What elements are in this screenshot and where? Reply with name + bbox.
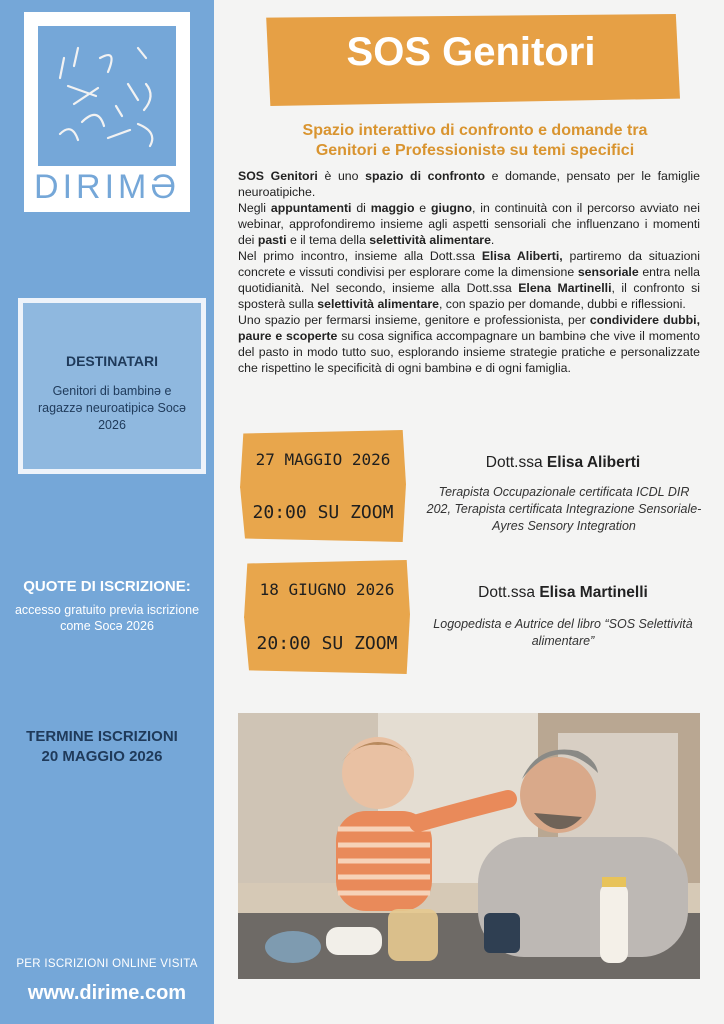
text-run: . bbox=[490, 233, 495, 247]
bold-run: giugno bbox=[430, 201, 472, 215]
text-run: partiremo da situazioni concrete e vissuti condivisi per esplorare come la dimensione bbox=[238, 249, 700, 279]
event-1-speaker-prefix: Dott.ssa bbox=[485, 454, 547, 471]
destinatari-box bbox=[18, 298, 206, 474]
bold-run: selettività alimentare bbox=[369, 233, 491, 247]
page-title: SOS Genitori bbox=[346, 30, 596, 74]
description bbox=[238, 168, 700, 376]
text-run: Nel primo incontro, insieme alla Dott.ssa bbox=[238, 249, 482, 263]
paragraph-3 bbox=[238, 248, 700, 312]
bold-run: sensoriale bbox=[577, 265, 639, 279]
event-1-date: 27 MAGGIO 2026 bbox=[255, 450, 391, 469]
paragraph-4 bbox=[238, 312, 700, 376]
bold-run: maggio bbox=[370, 201, 415, 215]
bold-run: condividere dubbi, paure e scoperte bbox=[238, 313, 700, 343]
text-run: Uno spazio per fermarsi insieme, genitore e professionista, per bbox=[238, 313, 590, 327]
visit-label: PER ISCRIZIONI ONLINE VISITA bbox=[16, 958, 198, 970]
logo bbox=[24, 12, 190, 212]
event-2-description: Logopedista e Autrice del libro “SOS Selettività alimentare” bbox=[433, 617, 693, 648]
quote-text: accesso gratuito previa iscrizione come Socə 2026 bbox=[14, 603, 200, 633]
bold-run: selettività alimentare bbox=[317, 297, 439, 311]
text-run: entra nella quotidianità. Nel secondo, insieme alla Dott.ssa bbox=[238, 265, 700, 295]
bold-run: pasti bbox=[257, 233, 287, 247]
bold-run: Elena Martinelli bbox=[518, 281, 612, 295]
bold-run: appuntamenti bbox=[270, 201, 352, 215]
event-1-speaker bbox=[425, 454, 701, 472]
event-2-speaker-name: Elisa Martinelli bbox=[539, 584, 648, 601]
paragraph-2 bbox=[238, 200, 700, 248]
subtitle bbox=[250, 121, 700, 161]
text-run: , in continuità con il percorso avviato nei webinar, approfondiremo insieme agli aspetti sensoriali che influenzano i momenti dei bbox=[238, 201, 700, 247]
website-link[interactable]: www.dirime.com bbox=[27, 982, 187, 1004]
text-run: su cosa significa accompagnare un bambinə che vive il momento del pasto in modo tutto suo, esplorando insieme strategie pratiche e personalizzate che rispettino le specificità di ogni bambinə e di ogni famiglia. bbox=[238, 329, 700, 375]
bold-run: spazio di confronto bbox=[365, 169, 486, 183]
logo-wordmark: DIRIMƏ bbox=[34, 168, 180, 206]
termine-line-1: TERMINE ISCRIZIONI bbox=[26, 728, 178, 745]
subtitle-line-2: Genitori e Professionistə su temi specifici bbox=[315, 142, 635, 159]
paragraph-1 bbox=[238, 168, 700, 200]
text-run: Negli bbox=[238, 201, 271, 215]
text-run: e domande, pensato per le famiglie neuroatipiche. bbox=[238, 169, 700, 199]
event-1-speaker-name: Elisa Aliberti bbox=[546, 454, 641, 471]
bold-run: SOS Genitori bbox=[238, 169, 318, 183]
text-run: e il tema della bbox=[286, 233, 370, 247]
destinatari-text: Genitori di bambinə e ragazzə neuroatipicə Socə 2026 bbox=[37, 384, 186, 432]
event-2-speaker-prefix: Dott.ssa bbox=[478, 584, 540, 601]
logo-doodle-icon bbox=[38, 26, 176, 166]
quote-title: QUOTE DI ISCRIZIONE: bbox=[23, 578, 191, 595]
text-run: di bbox=[351, 201, 371, 215]
bold-run: Elisa Aliberti, bbox=[481, 249, 563, 263]
text-run: , con spazio per domande, dubbi e riflessioni. bbox=[438, 297, 686, 311]
subtitle-line-1: Spazio interattivo di confronto e domande tra bbox=[302, 122, 648, 139]
sidebar bbox=[0, 0, 214, 1024]
event-2-speaker bbox=[425, 584, 701, 602]
destinatari-title: DESTINATARI bbox=[65, 353, 159, 369]
termine-iscrizioni bbox=[0, 727, 204, 767]
text-run: e bbox=[414, 201, 431, 215]
text-run: è uno bbox=[317, 169, 366, 183]
text-run: , il confronto si sposterà sulla bbox=[238, 281, 700, 311]
family-photo bbox=[238, 713, 700, 979]
event-1-time: 20:00 SU ZOOM bbox=[252, 502, 394, 523]
event-2-time: 20:00 SU ZOOM bbox=[256, 633, 398, 654]
event-2-date: 18 GIUGNO 2026 bbox=[259, 580, 395, 599]
termine-line-2: 20 MAGGIO 2026 bbox=[41, 748, 163, 765]
event-1-description: Terapista Occupazionale certificata ICDL DIR 202, Terapista certificata Integrazione Sensoriale-Ayres Sensory Integration bbox=[426, 485, 702, 533]
